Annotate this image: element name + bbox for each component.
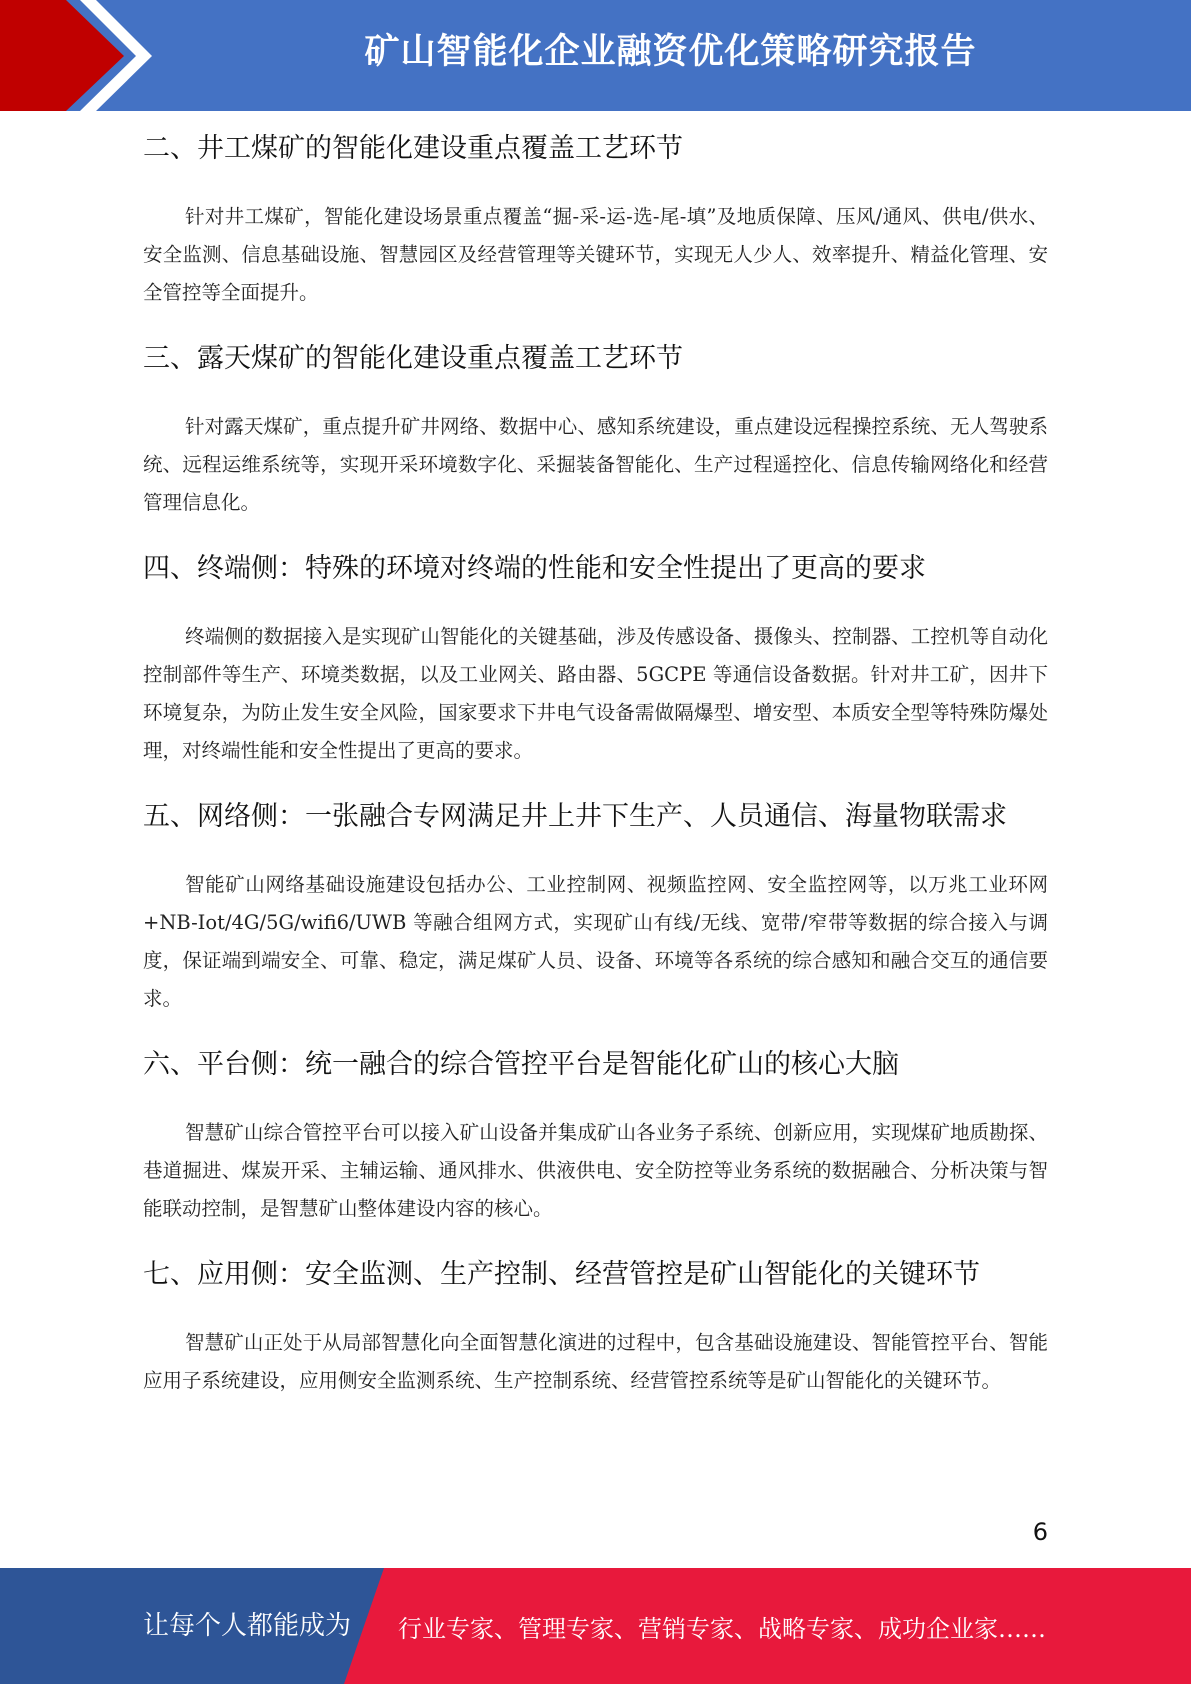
section-paragraph: 智慧矿山综合管控平台可以接入矿山设备并集成矿山各业务子系统、创新应用，实现煤矿地质勘探、巷道掘进、煤炭开采、主辅运输、通风排水、供液供电、安全防控等业务系统的数据融合、分析决策与智能联动控制，是智慧矿山整体建设内容的核心。 [143, 1121, 1048, 1220]
report-title: 矿山智能化企业融资优化策略研究报告 [364, 32, 977, 72]
section-heading: 四、终端侧：特殊的环境对终端的性能和安全性提出了更高的要求 [143, 553, 926, 584]
footer-slogan-left: 让每个人都能成为 [143, 1611, 352, 1641]
section-platform-side [143, 1044, 1048, 1228]
section-paragraph: 针对井工煤矿，智能化建设场景重点覆盖“掘-采-运-选-尾-填”及地质保障、压风/通风、供电/供水、安全监测、信息基础设施、智慧园区及经营管理等关键环节，实现无人少人、效率提升、精益化管理、安全管控等全面提升。 [143, 205, 1048, 304]
section-paragraph: 智能矿山网络基础设施建设包括办公、工业控制网、视频监控网、安全监控网等，以万兆工业环网+NB-Iot/4G/5G/wifi6/UWB 等融合组网方式，实现矿山有线/无线、宽带/窄带等数据的综合接入与调度，保证端到端安全、可靠、稳定，满足煤矿人员、设备、环境等各系统的综合感知和融合交互的通信要求。 [143, 873, 1048, 1010]
section-underground-mine [143, 128, 1048, 312]
section-paragraph: 智慧矿山正处于从局部智慧化向全面智慧化演进的过程中，包含基础设施建设、智能管控平台、智能应用子系统建设，应用侧安全监测系统、生产控制系统、经营管控系统等是矿山智能化的关键环节。 [143, 1331, 1048, 1392]
header-banner [0, 0, 1191, 111]
section-paragraph: 终端侧的数据接入是实现矿山智能化的关键基础，涉及传感设备、摄像头、控制器、工控机等自动化控制部件等生产、环境类数据，以及工业网关、路由器、5GCPE 等通信设备数据。针对井工矿，因井下环境复杂，为防止发生安全风险，国家要求下井电气设备需做隔爆型、增安型、本质安全型等特殊防爆处理，对终端性能和安全性提出了更高的要求。 [143, 625, 1048, 762]
section-network-side [143, 796, 1048, 1018]
section-heading: 七、应用侧：安全监测、生产控制、经营管控是矿山智能化的关键环节 [143, 1259, 980, 1290]
footer-slogan-right: 行业专家、管理专家、营销专家、战略专家、成功企业家…… [398, 1615, 1046, 1643]
footer-banner [0, 1568, 1191, 1684]
page-number: 6 [1032, 1518, 1048, 1546]
section-paragraph: 针对露天煤矿，重点提升矿井网络、数据中心、感知系统建设，重点建设远程操控系统、无人驾驶系统、远程运维系统等，实现开采环境数字化、采掘装备智能化、生产过程遥控化、信息传输网络化和经营管理信息化。 [143, 415, 1048, 514]
section-open-pit-mine [143, 338, 1048, 522]
section-application-side [143, 1254, 1048, 1400]
section-terminal-side [143, 548, 1048, 770]
section-heading: 六、平台侧：统一融合的综合管控平台是智能化矿山的核心大脑 [143, 1049, 899, 1080]
section-heading: 三、露天煤矿的智能化建设重点覆盖工艺环节 [143, 343, 683, 374]
section-heading: 二、井工煤矿的智能化建设重点覆盖工艺环节 [143, 133, 683, 164]
main-content [143, 128, 1048, 1426]
section-heading: 五、网络侧：一张融合专网满足井上井下生产、人员通信、海量物联需求 [143, 801, 1007, 832]
